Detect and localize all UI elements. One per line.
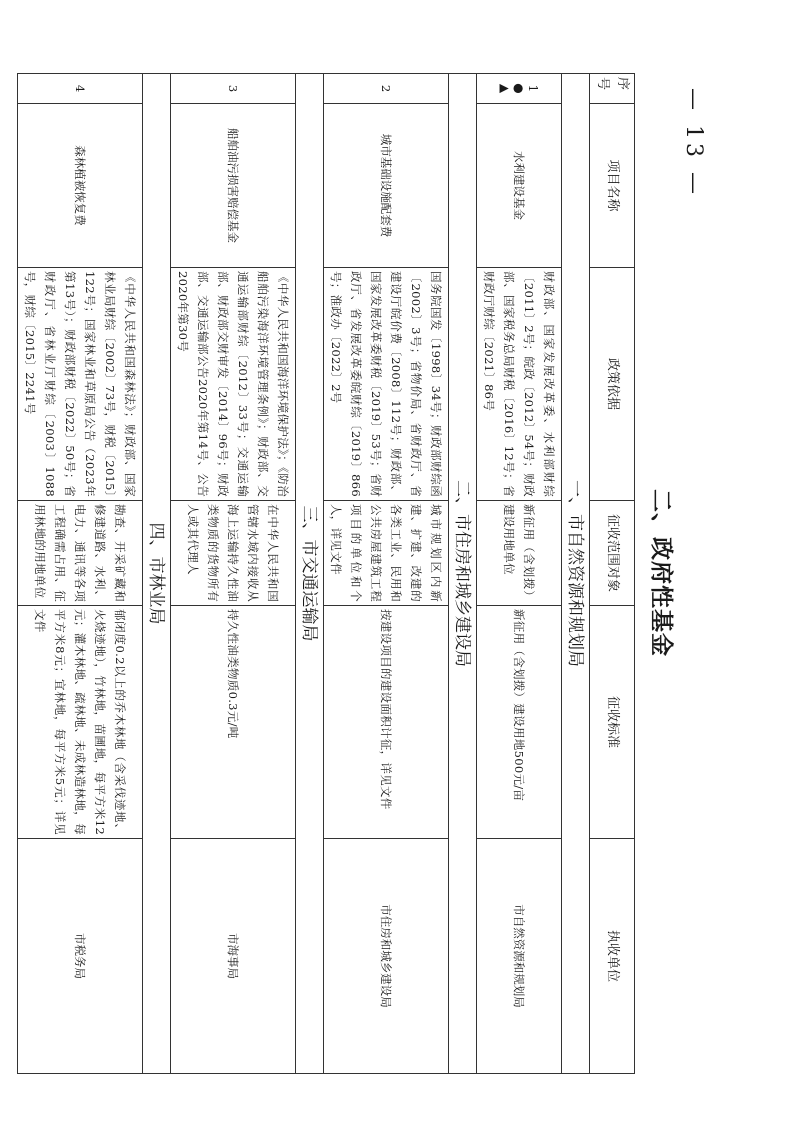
header-name: 项目名称 xyxy=(590,104,635,268)
row-number: 1 xyxy=(526,84,540,93)
cell-standard: 新征用（含划拨）建设用地500元/亩 xyxy=(477,606,562,839)
cell-name: 船舶油污损害赔偿基金 xyxy=(171,104,296,268)
cell-name: 城市基础设施配套费 xyxy=(324,104,449,268)
page-number: — 13 — xyxy=(681,88,706,198)
cell-scope: 城市规划区内新建、扩建、改建的各类工业、民用和公共房屋建筑工程项目的单位和个人，详见文件 xyxy=(324,501,449,606)
fund-table xyxy=(17,73,635,1074)
cell-unit: 市住房和城乡建设局 xyxy=(324,839,449,1074)
header-no: 序号 xyxy=(590,74,635,104)
cell-unit: 市自然资源和规划局 xyxy=(477,839,562,1074)
cell-scope: 新征用（含划拨）建设用地单位 xyxy=(477,501,562,606)
table-row xyxy=(324,74,449,1074)
rotated-table-sheet xyxy=(23,73,687,1073)
cell-no xyxy=(477,74,562,104)
cell-basis: 财政部、国家发展改革委、水利部财综〔2011〕2号；皖政〔2012〕54号；财政部、国家税务总局财税〔2016〕12号；省财政厅财综〔2021〕86号 xyxy=(477,268,562,501)
cell-no: 3 xyxy=(171,74,296,104)
section-title: 四、市林业局 xyxy=(143,74,171,1074)
section-row xyxy=(562,74,590,1074)
header-scope: 征收范围对象 xyxy=(590,501,635,606)
header-basis: 政策依据 xyxy=(590,268,635,501)
section-title: 二、市住房和城乡建设局 xyxy=(449,74,477,1074)
cell-no: 2 xyxy=(324,74,449,104)
cell-no: 4 xyxy=(18,74,143,104)
cell-standard: 按建设项目的建设面积计征，详见文件 xyxy=(324,606,449,839)
table-row xyxy=(477,74,562,1074)
table-row xyxy=(18,74,143,1074)
triangle-mark-icon: ▲ xyxy=(498,83,512,94)
cell-name: 水利建设基金 xyxy=(477,104,562,268)
table-row xyxy=(171,74,296,1074)
cell-standard: 持久性油类物质0.3元/吨 xyxy=(171,606,296,839)
cell-basis: 《中华人民共和国森林法》；财政部、国家林业局财综〔2002〕73号，财税〔2015〕122号；国家林业和草原局公告（2023年第13号）；财政部财税〔2022〕50号；省财政厅、省林业厅财综〔2003〕1088号，财综〔2015〕2241号 xyxy=(18,268,143,501)
cell-basis: 《中华人民共和国海洋环境保护法》；《防治船舶污染海洋环境管理条例》；财政部、交通运输部财综〔2012〕33号；交通运输部、财政部交财审发〔2014〕96号；财政部、交通运输部公告2020年第14号、公告2020年第30号 xyxy=(171,268,296,501)
cell-unit: 市海事局 xyxy=(171,839,296,1074)
circle-mark-icon: ● xyxy=(512,83,526,94)
header-unit: 执收单位 xyxy=(590,839,635,1074)
section-title: 三、市交通运输局 xyxy=(296,74,324,1074)
section-row xyxy=(143,74,171,1074)
section-row xyxy=(449,74,477,1074)
cell-name: 森林植被恢复费 xyxy=(18,104,143,268)
cell-standard: 郁闭度0.2以上的乔木林地（含采伐迹地、火烧迹地），竹林地，苗圃地，每平方米12元；灌木林地、疏林地、未成林造林地，每平方米8元；宜林地，每平方米5元；详见文件 xyxy=(18,606,143,839)
table-header-row xyxy=(590,74,635,1074)
header-standard: 征收标准 xyxy=(590,606,635,839)
section-title: 一、市自然资源和规划局 xyxy=(562,74,590,1074)
cell-unit: 市税务局 xyxy=(18,839,143,1074)
cell-basis: 国务院国发〔1998〕34号；财政部财综函〔2002〕3号；省物价局、省财政厅、省建设厅皖价费〔2008〕112号；财政部、国家发展改革委财税〔2019〕53号；省财政厅、省发展改革委皖财综〔2019〕866号；淮政办〔2022〕2号 xyxy=(324,268,449,501)
cell-scope: 在中华人民共和国管辖水域内接收从海上运输持久性油类物质的货物所有人或其代理人 xyxy=(171,501,296,606)
section-row xyxy=(296,74,324,1074)
fund-title: 二、政府性基金 xyxy=(648,489,674,657)
cell-scope: 勘查、开采矿藏和修建道路、水利、电力、通讯等各项工程确需占用、征用林地的用地单位 xyxy=(18,501,143,606)
